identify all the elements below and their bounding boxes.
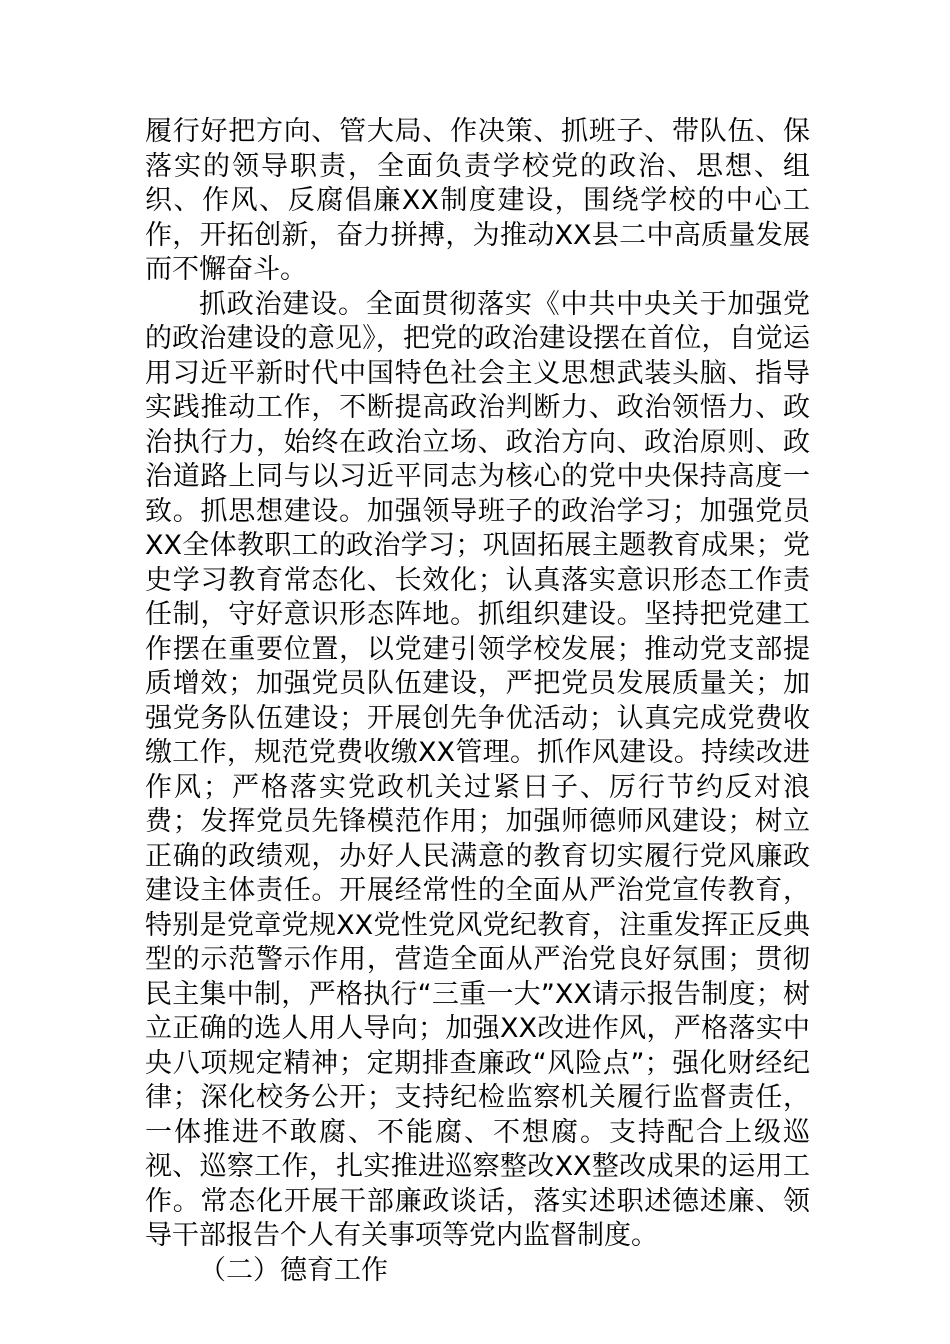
document-page bbox=[145, 115, 810, 1288]
body-paragraph-political-building: 抓政治建设。全面贯彻落实《中共中央关于加强党的政治建设的意见》，把党的政治建设摆在首位，自觉运用习近平新时代中国特色社会主义思想武装头脑、指导实践推动工作，不断提高政治判断力、政治领悟力、政治执行力，始终在政治立场、政治方向、政治原则、政治道路上同与以习近平同志为核心的党中央保持高度一致。抓思想建设。加强领导班子的政治学习；加强党员XX全体教职工的政治学习；巩固拓展主题教育成果；党史学习教育常态化、长效化；认真落实意识形态工作责任制，守好意识形态阵地。抓组织建设。坚持把党建工作摆在重要位置，以党建引领学校发展；推动党支部提质增效；加强党员队伍建设，严把党员发展质量关；加强党务队伍建设；开展创先争优活动；认真完成党费收缴工作，规范党费收缴XX管理。抓作风建设。持续改进作风；严格落实党政机关过紧日子、厉行节约反对浪费；发挥党员先锋模范作用；加强师德师风建设；树立正确的政绩观，办好人民满意的教育切实履行党风廉政建设主体责任。开展经常性的全面从严治党宣传教育，特别是党章党规XX党性党风党纪教育，注重发挥正反典型的示范警示作用，营造全面从严治党良好氛围；贯彻民主集中制，严格执行“三重一大”XX请示报告制度；树立正确的选人用人导向；加强XX改进作风，严格落实中央八项规定精神；定期排查廉政“风险点”；强化财经纪律；深化校务公开；支持纪检监察机关履行监督责任，一体推进不敢腐、不能腐、不想腐。支持配合上级巡视、巡察工作，扎实推进巡察整改XX整改成果的运用工作。常态化开展干部廉政谈话，落实述职述德述廉、领导干部报告个人有关事项等党内监督制度。 bbox=[145, 288, 810, 1251]
section-heading-moral-education: （二）德育工作 bbox=[199, 1254, 388, 1286]
body-paragraph-continued: 履行好把方向、管大局、作决策、抓班子、带队伍、保落实的领导职责，全面负责学校党的政治、思想、组织、作风、反腐倡廉XX制度建设，围绕学校的中心工作，开拓创新，奋力拼搏，为推动XX县二中高质量发展而不懈奋斗。 bbox=[145, 116, 810, 285]
